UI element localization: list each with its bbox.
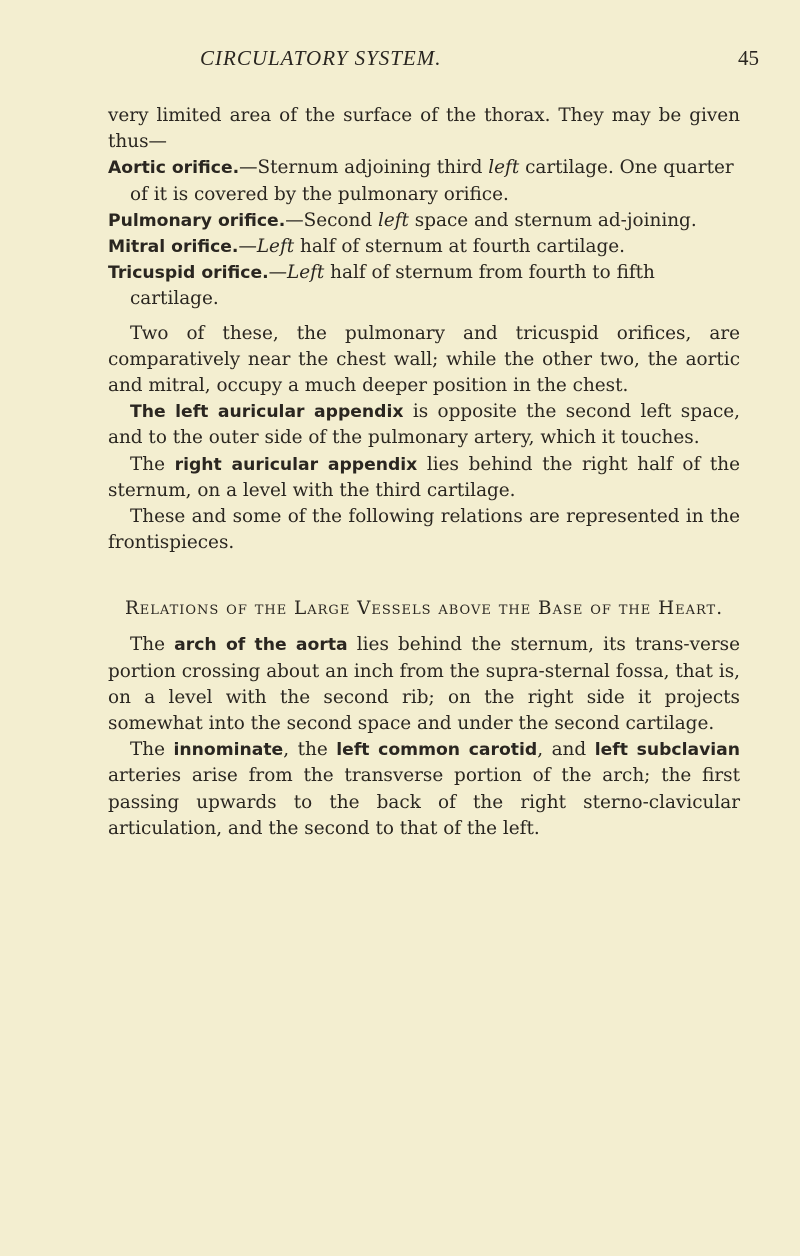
- bold-term: innominate: [173, 740, 284, 761]
- bold-term: right auricular appendix: [174, 454, 418, 475]
- orifice-emphasis: Left: [256, 236, 295, 258]
- mitral-orifice-entry: [108, 234, 740, 260]
- paragraph-text: , and: [537, 739, 595, 761]
- right-appendix-paragraph: [108, 452, 740, 504]
- orifice-text: —Second: [285, 209, 378, 231]
- page-number: 45: [738, 46, 759, 70]
- page-header: [0, 46, 800, 76]
- orifice-text: —: [238, 236, 257, 258]
- intro-paragraph: very limited area of the surface of the thorax. They may be given thus—: [108, 105, 740, 153]
- running-head: CIRCULATORY SYSTEM.: [200, 46, 442, 70]
- orifice-emphasis: Left: [287, 262, 325, 284]
- bold-term: left subclavian: [594, 740, 740, 761]
- paragraph-text: lies behind the right half of the sternum, on a level with the third cartilage.: [108, 453, 740, 501]
- orifice-text: —: [268, 262, 288, 284]
- orifice-name: Pulmonary orifice.: [108, 210, 286, 231]
- orifice-emphasis: left: [488, 157, 520, 179]
- pulmonary-orifice-entry: [108, 208, 740, 234]
- paragraph-text: is opposite the second left space, and to the outer side of the pulmonary artery, which it touches.: [108, 401, 741, 449]
- paragraph-text: , the: [283, 739, 337, 761]
- aortic-orifice-entry: [108, 155, 740, 207]
- orifice-name: Aortic orifice.: [108, 158, 240, 179]
- bold-term: The left auricular appendix: [130, 402, 404, 423]
- paragraph-text: lies behind the sternum, its trans-verse portion crossing about an inch from the supra-sternal fossa, that is, on a level with the second rib; on the right side it projects somewhat into the second space and under the second cartilage.: [108, 634, 740, 735]
- orifice-text: half of sternum from fourth to fifth cartilage.: [130, 262, 655, 310]
- paragraph-text: The: [130, 739, 174, 761]
- orifice-text: —Sternum adjoining third: [239, 157, 489, 179]
- aortic-arch-paragraph: [108, 632, 740, 737]
- frontispiece-paragraph: These and some of the following relations are represented in the frontispieces.: [108, 506, 740, 554]
- paragraph-text: The: [130, 634, 175, 656]
- tricuspid-orifice-entry: [108, 260, 740, 312]
- orifice-name: Tricuspid orifice.: [108, 263, 269, 284]
- orifice-text: space and sternum ad-joining.: [408, 209, 697, 231]
- bold-term: arch of the aorta: [174, 635, 348, 656]
- orifice-name: Mitral orifice.: [108, 237, 239, 258]
- orifice-emphasis: left: [377, 209, 409, 231]
- orifice-text: cartilage. One quarter of it is covered by the pulmonary orifice.: [130, 157, 734, 205]
- arteries-paragraph: [108, 737, 740, 842]
- orifice-text: half of sternum at fourth cartilage.: [294, 236, 626, 258]
- deep-position-paragraph: Two of these, the pulmonary and tricuspid orifices, are comparatively near the chest wall; while the other two, the aortic and mitral, occupy a much deeper position in the chest.: [108, 322, 740, 397]
- bold-term: left common carotid: [336, 740, 538, 761]
- section-heading: Relations of the Large Vessels above the Base of the Heart.: [124, 598, 724, 620]
- paragraph-text: arteries arise from the transverse portion of the arch; the first passing upwards to the back of the right sterno-clavicular articulation, and the second to that of the left.: [108, 765, 740, 839]
- body-text: [108, 103, 740, 842]
- left-appendix-paragraph: [108, 399, 740, 451]
- paragraph-text: The: [130, 453, 175, 475]
